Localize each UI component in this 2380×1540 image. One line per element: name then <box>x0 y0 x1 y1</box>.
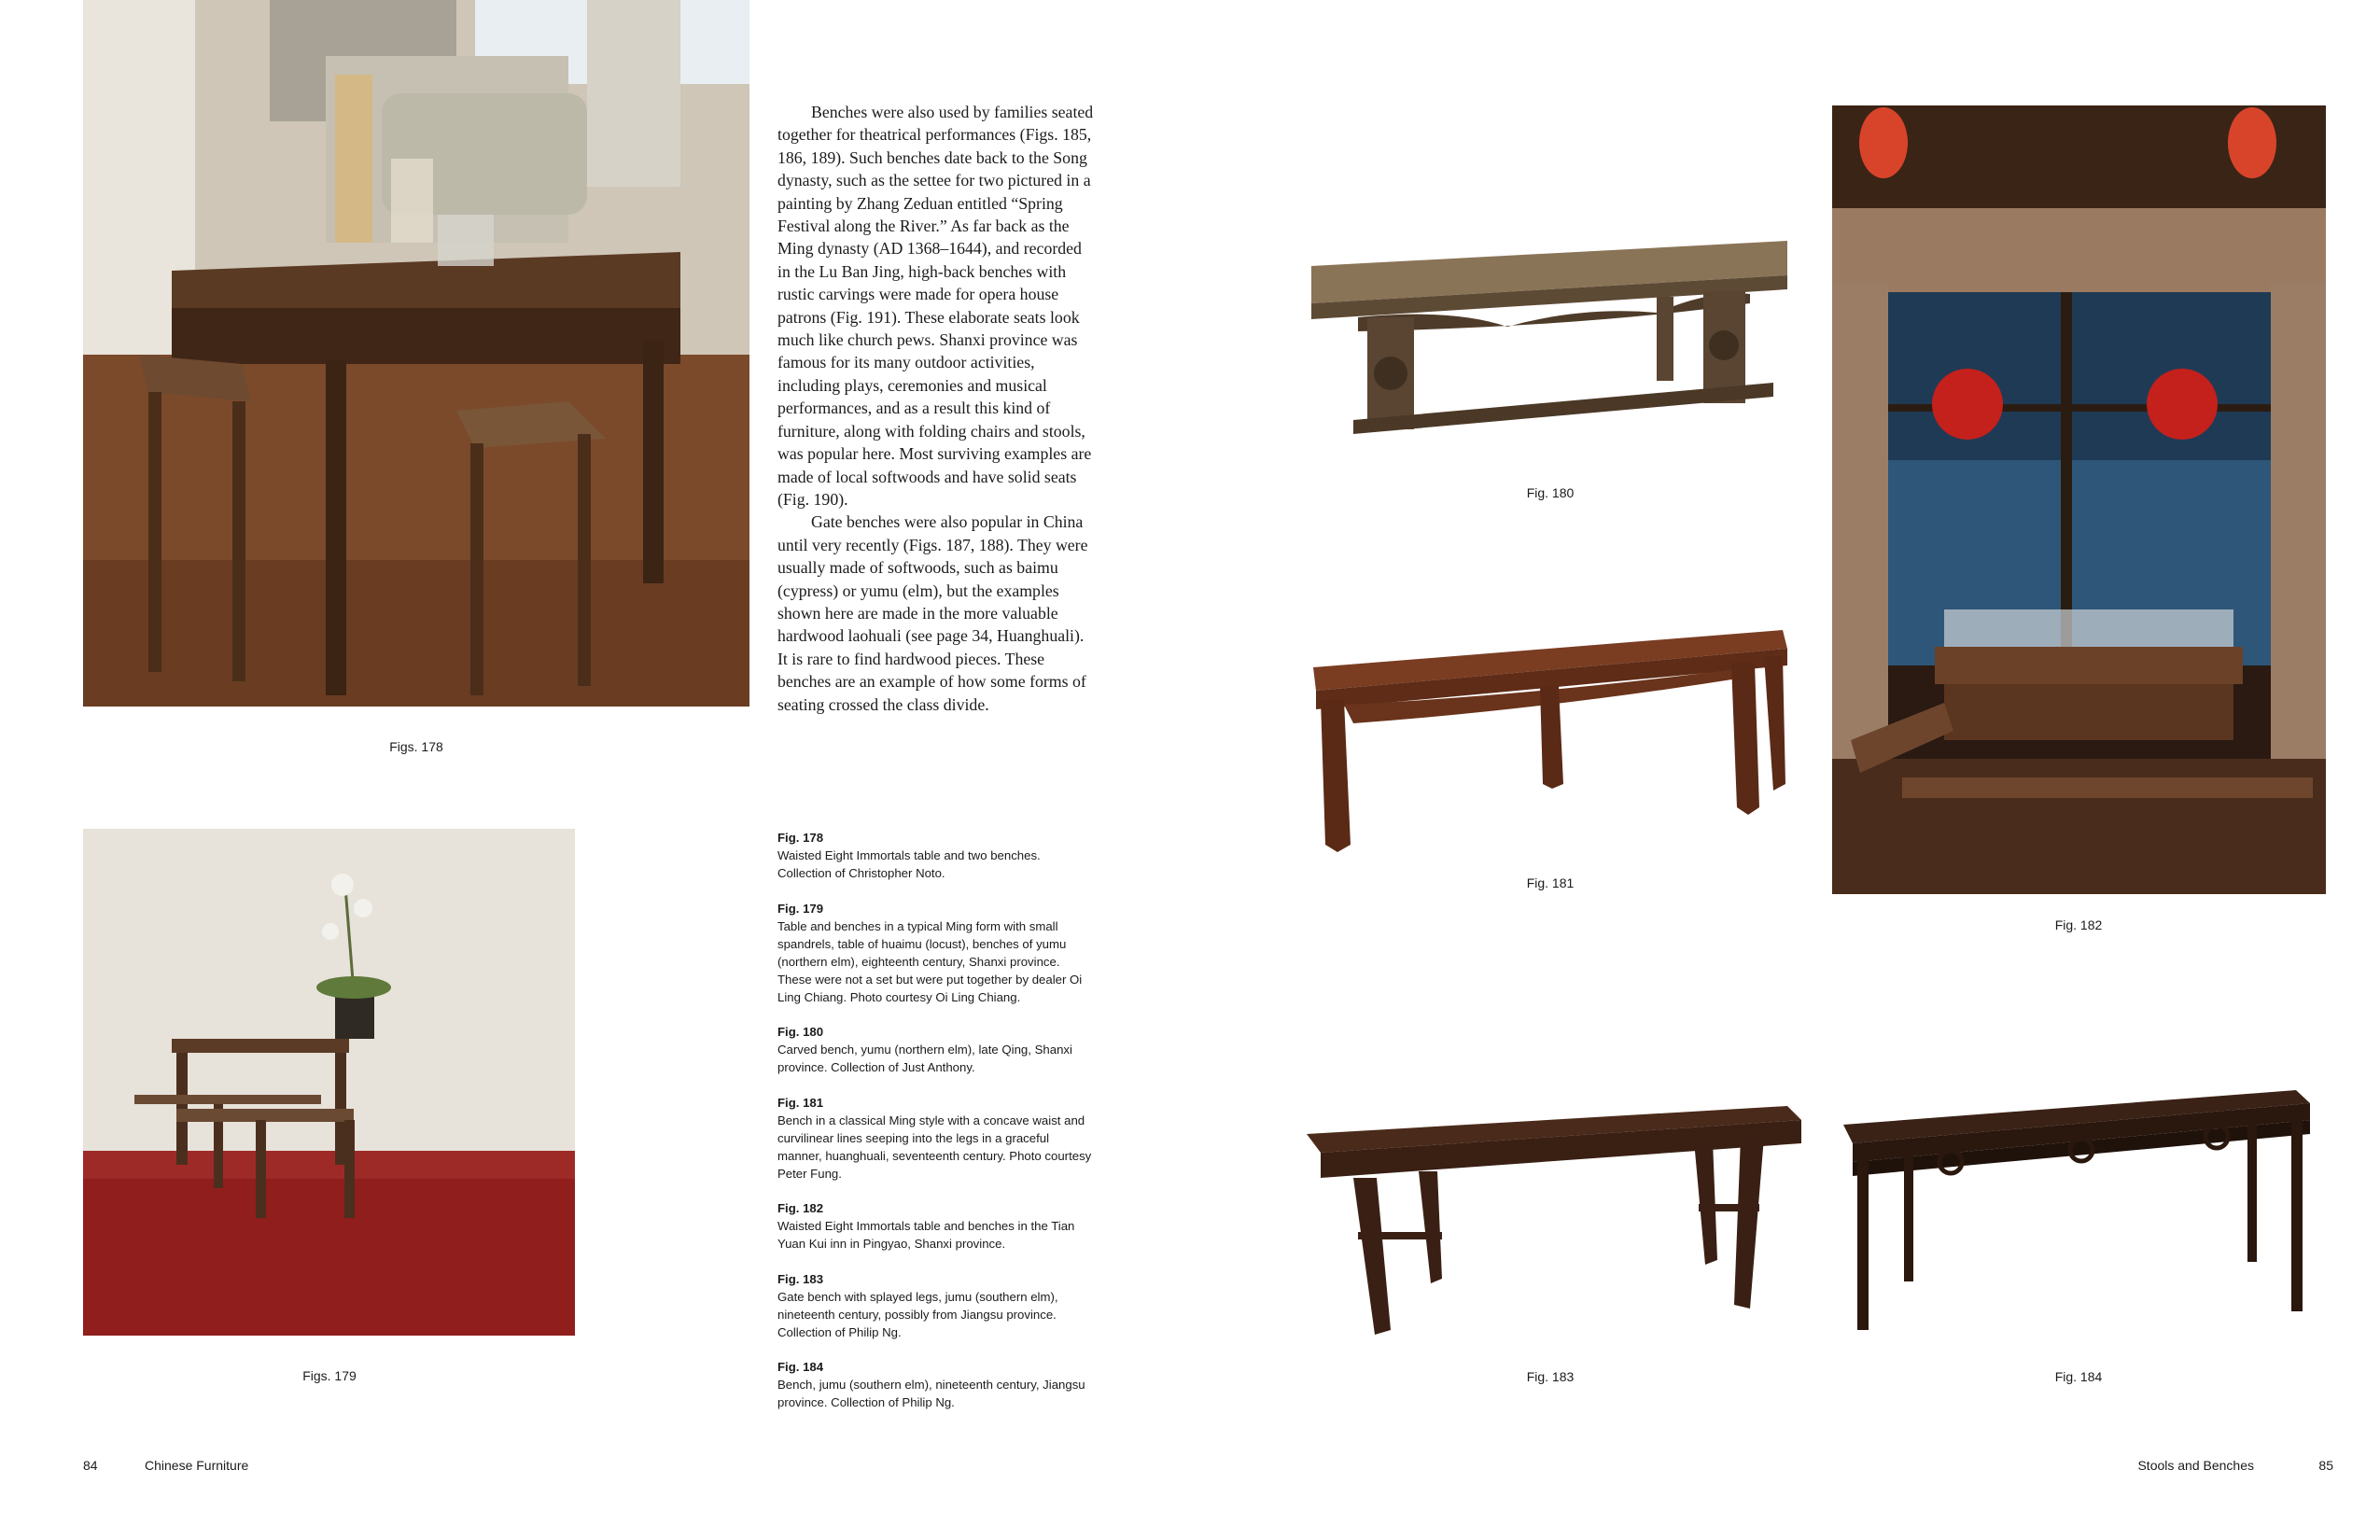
caption-text: Bench, jumu (southern elm), nineteenth century, Jiangsu province. Collection of Philip Ng. <box>777 1378 1085 1409</box>
caption-item <box>777 1270 1095 1341</box>
caption-item <box>777 1023 1095 1076</box>
caption-text: Waisted Eight Immortals table and two benches. Collection of Christopher Noto. <box>777 848 1041 880</box>
photo-fig-178 <box>83 0 749 707</box>
caption-text: Waisted Eight Immortals table and benches in the Tian Yuan Kui inn in Pingyao, Shanxi province. <box>777 1219 1075 1251</box>
caption-title: Fig. 183 <box>777 1271 824 1286</box>
left-page-number: 84 <box>83 1458 98 1473</box>
caption-item <box>777 1358 1095 1411</box>
right-running-title: Stools and Benches <box>2137 1458 2254 1473</box>
caption-title: Fig. 184 <box>777 1360 824 1374</box>
photo-fig-180 <box>1302 224 1797 467</box>
caption-list <box>777 829 1095 1429</box>
photo-fig-183 <box>1302 1092 1811 1344</box>
right-page-number: 85 <box>2318 1458 2333 1473</box>
photo-fig-182 <box>1832 105 2326 894</box>
fig-184-label: Fig. 184 <box>2054 1369 2103 1384</box>
caption-item <box>777 900 1095 1006</box>
caption-text: Gate bench with splayed legs, jumu (southern elm), nineteenth century, possibly from Jiangsu province. Collection of Philip Ng. <box>777 1289 1058 1339</box>
caption-title: Fig. 182 <box>777 1201 824 1215</box>
photo-fig-181 <box>1302 621 1797 863</box>
left-running-title: Chinese Furniture <box>145 1458 249 1473</box>
caption-item <box>777 829 1095 882</box>
fig-181-label: Fig. 181 <box>1526 875 1575 890</box>
caption-title: Fig. 179 <box>777 901 824 916</box>
caption-title: Fig. 180 <box>777 1025 824 1039</box>
caption-text: Bench in a classical Ming style with a concave waist and curvilinear lines seeping into the legs in a graceful manner, huanghuali, seventeenth century. Photo courtesy Peter Fung. <box>777 1113 1092 1181</box>
body-paragraph: Gate benches were also popular in China until very recently (Figs. 187, 188). They were usually made of softwoods, such as baimu (cypress) or yumu (elm), but the examples shown here are made in the more valuable hardwood laohuali (see page 34, Huanghuali). It is rare to find hardwood pieces. These benches are an example of how some forms of seating crossed the class divide. <box>777 512 1088 714</box>
fig-179-label: Figs. 179 <box>302 1368 357 1383</box>
fig-178-label: Figs. 178 <box>389 739 443 754</box>
photo-fig-184 <box>1829 1083 2333 1353</box>
caption-item <box>777 1094 1095 1183</box>
caption-text: Table and benches in a typical Ming form with small spandrels, table of huaimu (locust), benches of yumu (northern elm), eighteenth century, Shanxi province. These were not a set but were put together by dealer Oi Ling Chiang. Photo courtesy Oi Ling Chiang. <box>777 918 1083 1004</box>
body-paragraph: Benches were also used by families seated together for theatrical performances (Figs. 185, 186, 189). Such benches date back to the Song dynasty, such as the settee for two pictured in a painting by Zhang Zeduan entitled “Spring Festival along the River.” As far back as the Ming dynasty (AD 1368–1644), and recorded in the Lu Ban Jing, high-back benches with rustic carvings were made for opera house patrons (Fig. 191). These elaborate seats look much like church pews. Shanxi province was famous for its many outdoor activities, including plays, ceremonies and musical performances, and as a result this kind of furniture, along with folding chairs and stools, was popular here. Most surviving examples are made of local softwoods and have solid seats (Fig. 190). <box>777 103 1094 509</box>
caption-item <box>777 1199 1095 1253</box>
fig-183-label: Fig. 183 <box>1526 1369 1575 1384</box>
caption-text: Carved bench, yumu (northern elm), late Qing, Shanxi province. Collection of Just Anthony. <box>777 1043 1072 1074</box>
caption-title: Fig. 178 <box>777 831 824 845</box>
body-text <box>777 101 1095 716</box>
photo-fig-179 <box>83 829 575 1336</box>
caption-title: Fig. 181 <box>777 1095 824 1110</box>
fig-182-label: Fig. 182 <box>2054 917 2103 932</box>
fig-180-label: Fig. 180 <box>1526 485 1575 500</box>
